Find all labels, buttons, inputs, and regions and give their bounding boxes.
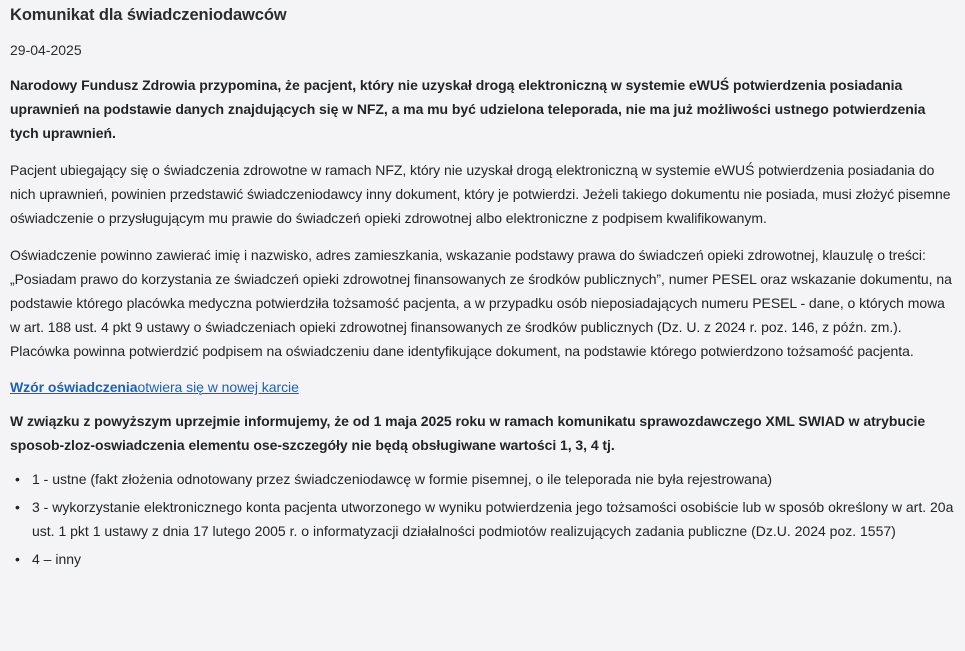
paragraph-declaration-contents: Oświadczenie powinno zawierać imię i nazwisko, adres zamieszkania, wskazanie podstawy prawa do świadczeń opieki zdrowotnej, klauzulę o treści: „Posiadam prawo do korzystania ze świadczeń opieki zdrowotnej finansowanych ze środków publicznych”, numer PESEL oraz wskazanie dokumentu, na podstawie którego placówka medyczna potwierdziła tożsamość pacjenta, a w przypadku osób nieposiadających numeru PESEL - dane, o których mowa w art. 188 ust. 4 pkt 9 ustawy o świadczeniach opieki zdrowotnej finansowanych ze środków publicznych (Dz. U. z 2024 r. poz. 146, z późn. zm.). Placówka powinna potwierdzić podpisem na oświadczeniu dane identyfikujące dokument, na podstawie którego potwierdzono tożsamość pacjenta. [10,247,952,359]
list-item [15,467,955,491]
publication-date: 29-04-2025 [10,42,82,58]
list-item-text: 1 - ustne (fakt złożenia odnotowany przez świadczeniodawcę w formie pisemnej, o ile teleporada nie była rejestrowana) [32,471,773,487]
page-title: Komunikat dla świadczeniodawców [10,6,287,24]
bullet-icon: • [15,551,20,567]
list-item [15,495,955,543]
paragraph-patient-documents: Pacjent ubiegający się o świadczenia zdrowotne w ramach NFZ, który nie uzyskał drogą elektroniczną w systemie eWUŚ potwierdzenia posiadania do nich uprawnień, powinien przedstawić świadczeniodawcy inny dokument, który je potwierdzi. Jeżeli takiego dokumentu nie posiada, musi złożyć pisemne oświadczenie o przysługującym mu prawie do świadczeń opieki zdrowotnej albo elektroniczne z podpisem kwalifikowanym. [10,162,951,226]
declaration-template-link-line [10,375,955,399]
list-item-text: 4 – inny [32,551,82,567]
unsupported-values-list [10,467,955,571]
declaration-template-link[interactable] [10,379,299,395]
list-item [15,547,955,571]
new-tab-note: otwiera się w nowej karcie [137,379,299,395]
declaration-template-link-label: Wzór oświadczenia [10,379,138,395]
bullet-icon: • [15,499,20,515]
bullet-icon: • [15,471,20,487]
lead-paragraph: Narodowy Fundusz Zdrowia przypomina, że pacjent, który nie uzyskał drogą elektroniczną w systemie eWUŚ potwierdzenia posiadania uprawnień na podstawie danych znajdujących się w NFZ, a ma mu być udzielona teleporada, nie ma już możliwości ustnego potwierdzenia tych uprawnień. [10,77,926,141]
notice-paragraph: W związku z powyższym uprzejmie informujemy, że od 1 maja 2025 roku w ramach komunikatu sprawozdawczego XML SWIAD w atrybucie sposob-zloz-oswiadczenia elementu ose-szczegóły nie będą obsługiwane wartości 1, 3, 4 tj. [10,413,926,453]
list-item-text: 3 - wykorzystanie elektronicznego konta pacjenta utworzonego w wyniku potwierdzenia jego tożsamości osobiście lub w sposób określony w art. 20a ust. 1 pkt 1 ustawy z dnia 17 lutego 2005 r. o informatyzacji działalności podmiotów realizujących zadania publiczne (Dz.U. 2024 poz. 1557) [32,499,954,539]
